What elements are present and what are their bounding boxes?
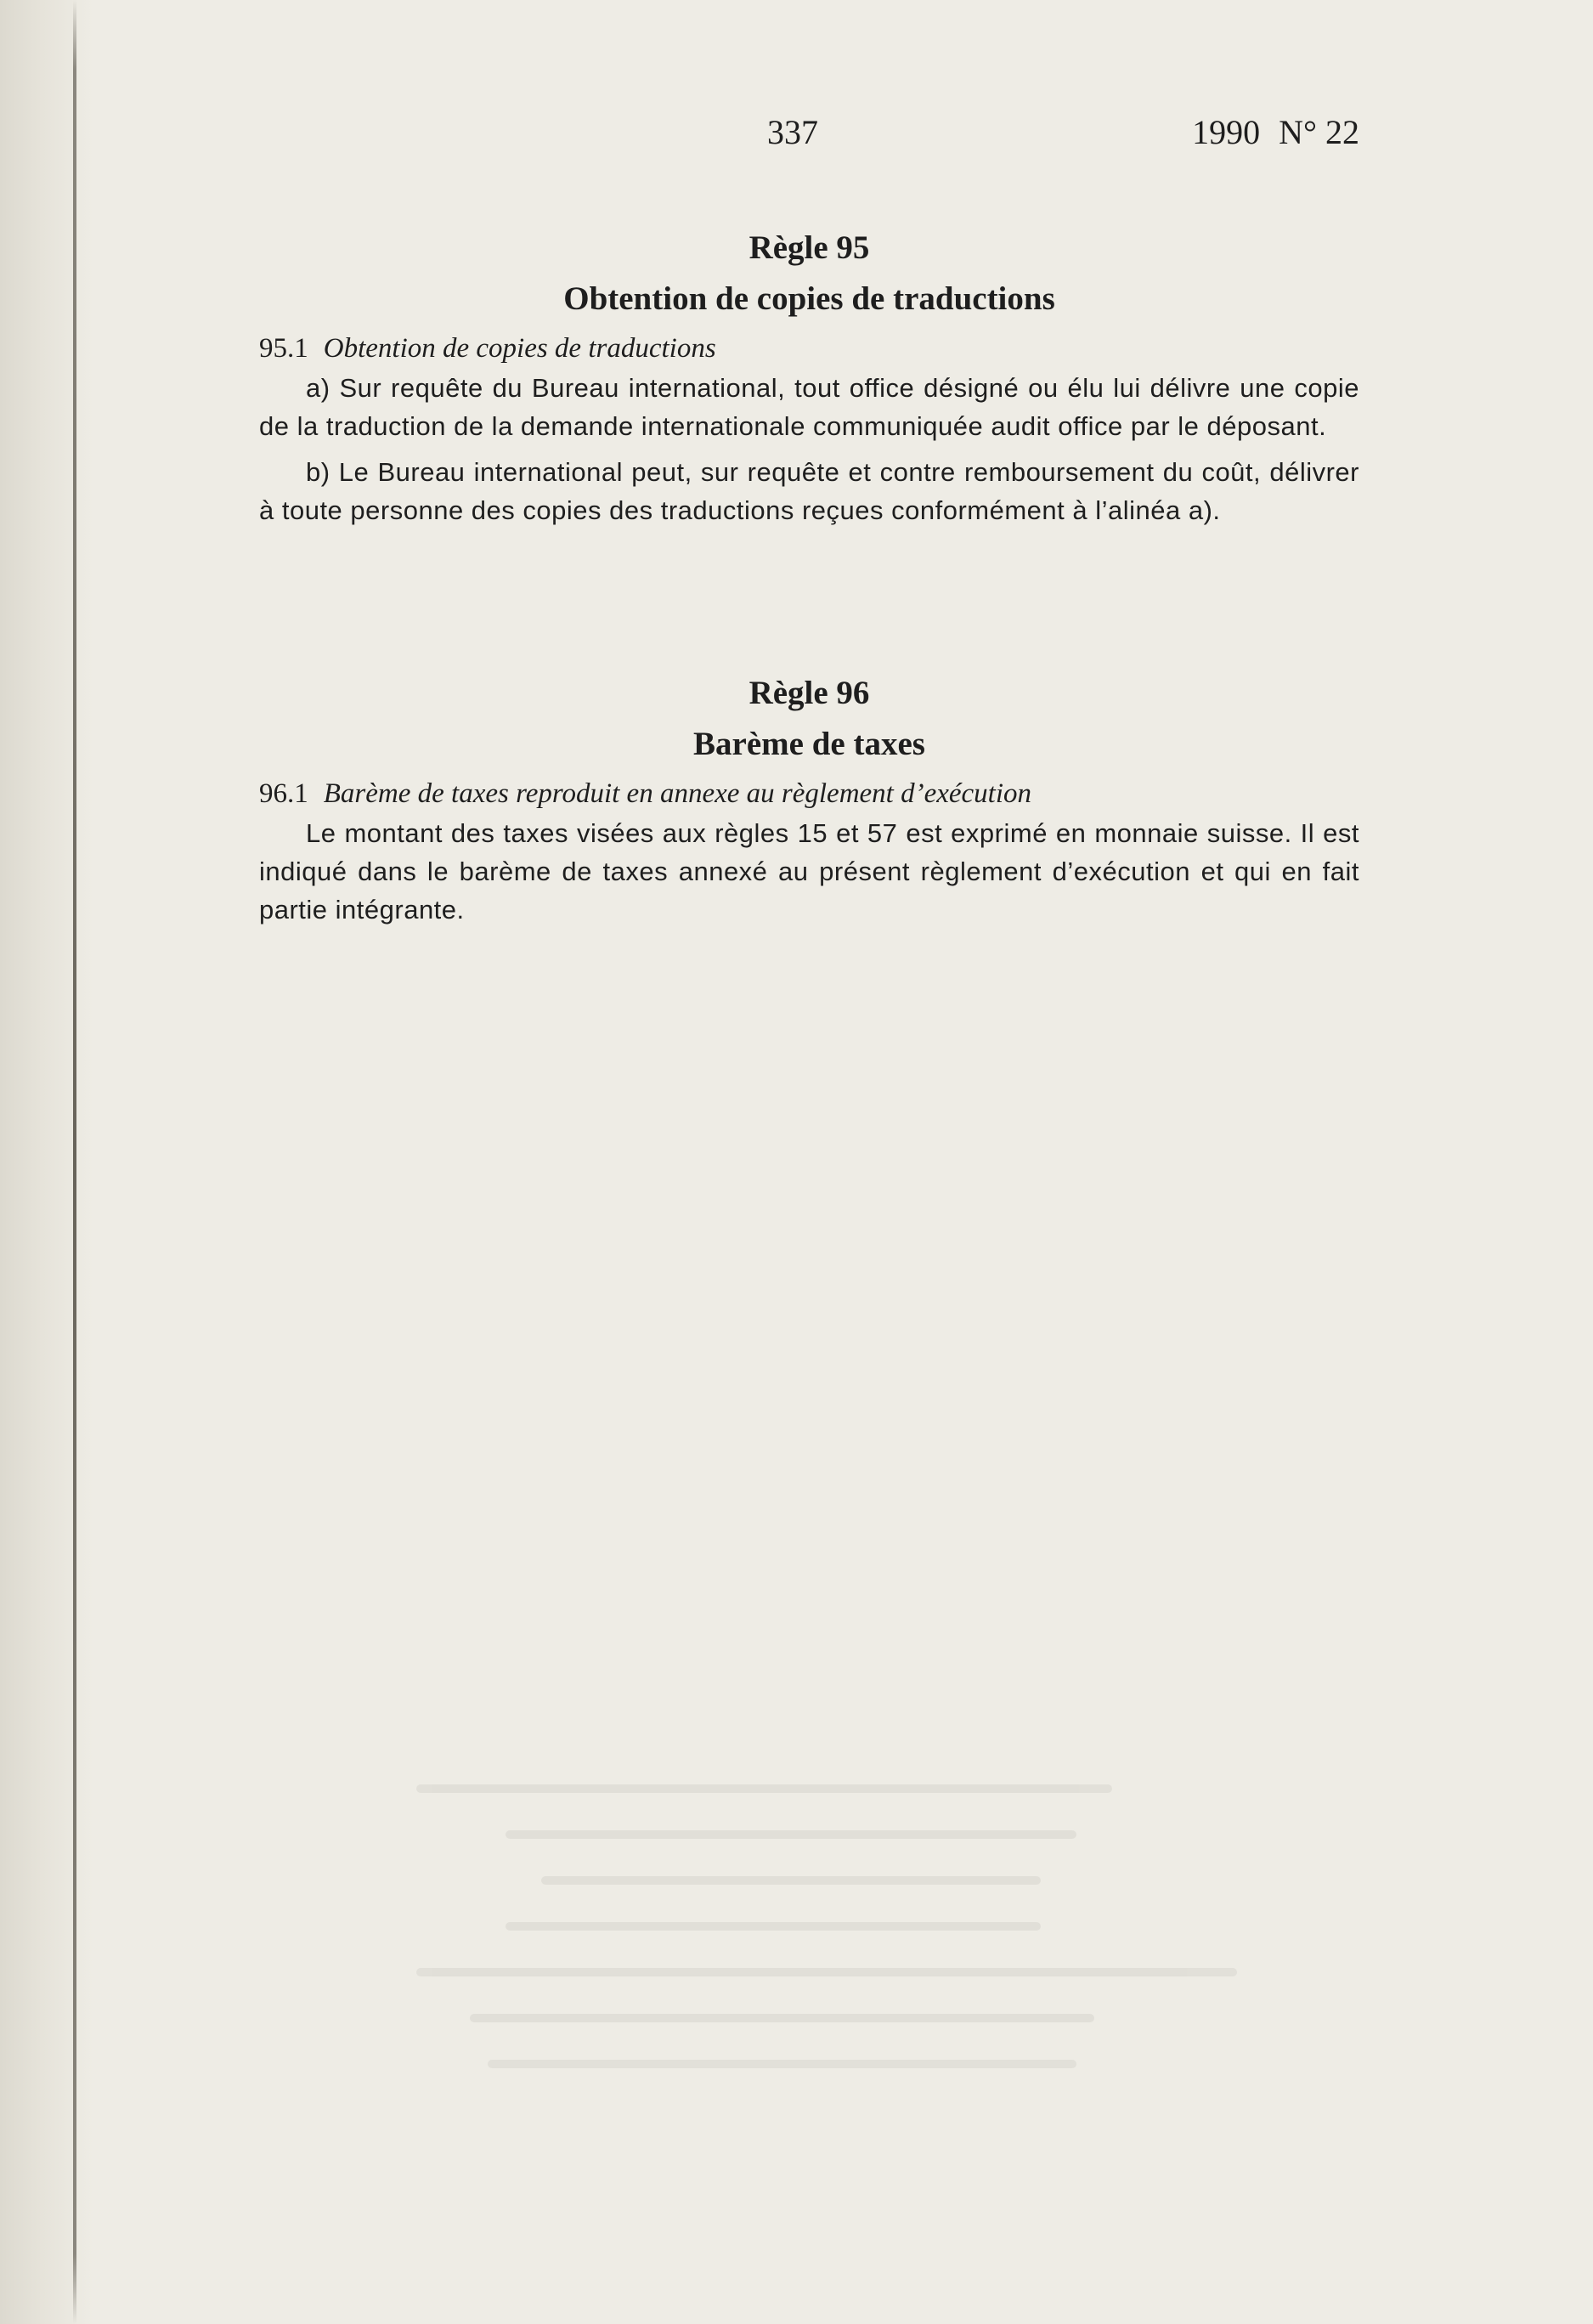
rule-95-section [259, 223, 1359, 529]
rule-95-1-number: 95.1 [259, 333, 308, 364]
page-gutter [0, 0, 93, 2324]
rule-96-1-heading [259, 773, 1359, 814]
binding-edge [73, 0, 76, 2324]
rule-95-1-paragraph-a: a) Sur requête du Bureau international, tout office désigné ou élu lui délivre une copie de la traduction de la demande internationale communiquée audit office par le déposant. [259, 373, 1359, 441]
rule-96-title: Règle 96 [748, 675, 870, 711]
rule-95-subtitle: Obtention de copies de traductions [563, 280, 1055, 317]
running-header [259, 112, 1359, 163]
rule-95-title: Règle 95 [748, 229, 870, 266]
rule-95-1-paragraph-b: b) Le Bureau international peut, sur requête et contre remboursement du coût, délivrer à toute personne des copies des traductions reçues conformément à l’alinéa a). [259, 457, 1359, 525]
rule-95-1-title: Obtention de copies de traductions [323, 333, 716, 364]
rule-96-subtitle: Barème de taxes [693, 726, 925, 762]
rule-96-1-number: 96.1 [259, 778, 308, 809]
issue-label [1192, 112, 1359, 152]
show-through-text [416, 1784, 1308, 2141]
issue-year: 1990 [1192, 113, 1261, 151]
page-number: 337 [767, 113, 818, 151]
rule-96-1-title: Barème de taxes reproduit en annexe au règlement d’exécution [323, 778, 1031, 809]
rule-95-1-heading [259, 328, 1359, 369]
issue-number: 22 [1325, 113, 1359, 151]
number-sign: N° [1279, 113, 1317, 151]
rule-96-1-paragraph: Le montant des taxes visées aux règles 15 et 57 est exprimé en monnaie suisse. Il est indiqué dans le barème de taxes annexé au présent règlement d’exécution et qui en fait partie intégrante. [259, 818, 1359, 925]
rule-96-section [259, 668, 1359, 929]
